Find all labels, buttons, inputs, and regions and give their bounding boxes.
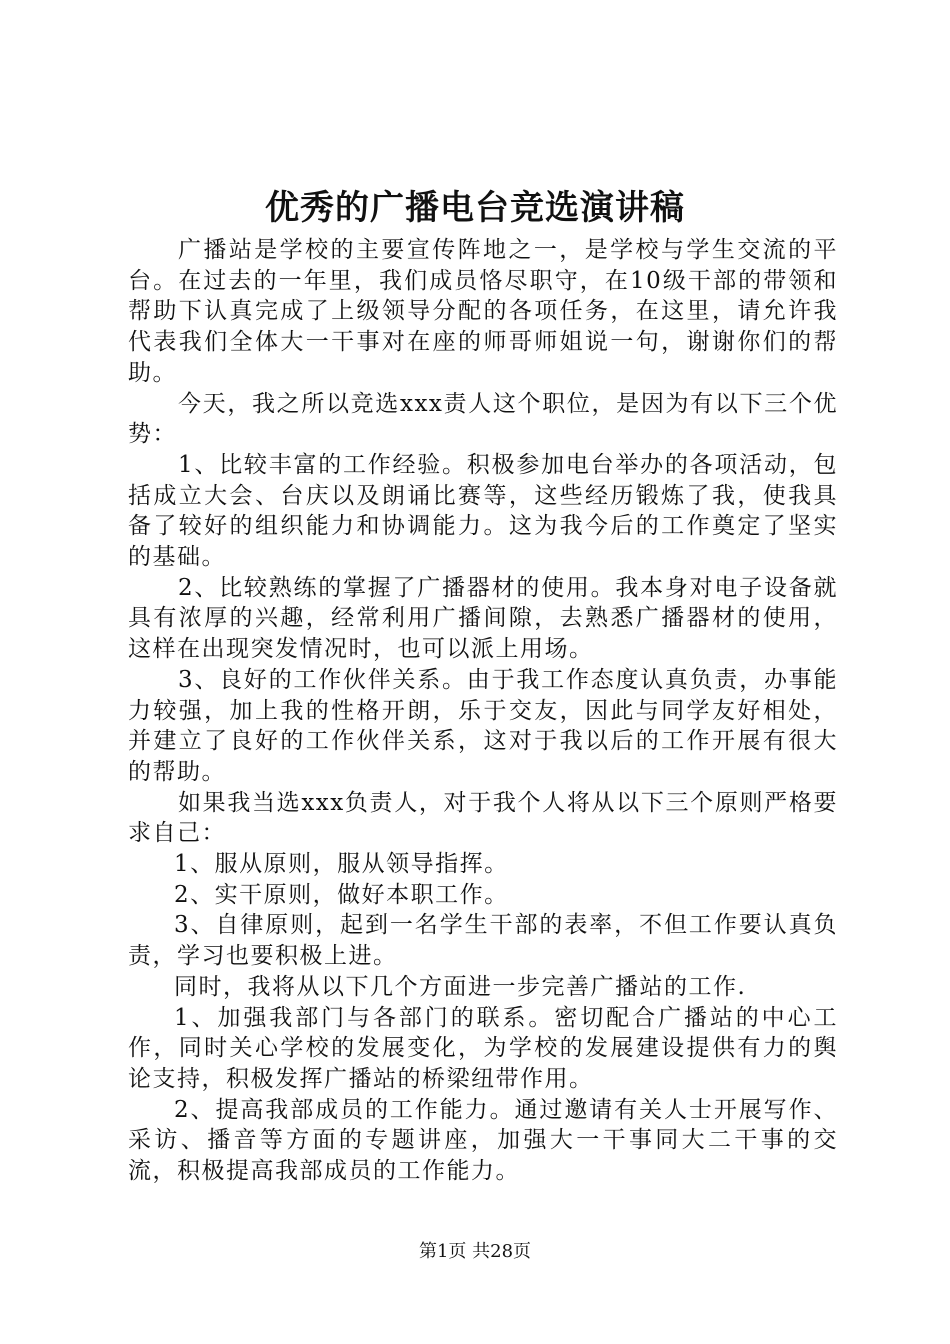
paragraph-plans-intro: 同时，我将从以下几个方面进一步完善广播站的工作.: [174, 973, 747, 1000]
paragraph-principle-1: 1、服从原则，服从领导指挥。: [174, 851, 509, 878]
paragraph-advantage-3: 3、良好的工作伙伴关系。由于我工作态度认真负责，办事能力较强，加上我的性格开朗，乐于交友，因此与同学友好相处，并建立了良好的工作伙伴关系，这对于我以后的工作开展有很大的帮助。: [128, 666, 838, 785]
paragraph-advantage-1: 1、比较丰富的工作经验。积极参加电台举办的各项活动，包括成立大会、台庆以及朗诵比赛等，这些经历锻炼了我，使我具备了较好的组织能力和协调能力。这为我今后的工作奠定了坚实的基础。: [128, 451, 838, 571]
paragraph-principle-3: 3、自律原则，起到一名学生干部的表率，不但工作要认真负责，学习也要积极上进。: [128, 912, 838, 970]
document-body: [128, 235, 838, 1187]
paragraph-intro: 广播站是学校的主要宣传阵地之一，是学校与学生交流的平台。在过去的一年里，我们成员恪尽职守，在10级干部的带领和帮助下认真完成了上级领导分配的各项任务，在这里，请允许我代表我们全体大一干事对在座的师哥师姐说一句，谢谢你们的帮助。: [128, 237, 838, 386]
paragraph-advantages-intro: 今天，我之所以竞选xxx责人这个职位，是因为有以下三个优势：: [128, 390, 838, 448]
document-title: 优秀的广播电台竞选演讲稿: [265, 188, 685, 228]
paragraph-advantage-2: 2、比较熟练的掌握了广播器材的使用。我本身对电子设备就具有浓厚的兴趣，经常利用广播间隙，去熟悉广播器材的使用，这样在出现突发情况时，也可以派上用场。: [128, 574, 838, 663]
paragraph-plan-1: 1、加强我部门与各部门的联系。密切配合广播站的中心工作，同时关心学校的发展变化，为学校的发展建设提供有力的舆论支持，积极发挥广播站的桥梁纽带作用。: [128, 1004, 838, 1092]
page-footer: 第1页 共28页: [418, 1241, 532, 1262]
paragraph-plan-2: 2、提高我部成员的工作能力。通过邀请有关人士开展写作、采访、播音等方面的专题讲座，加强大一干事同大二干事的交流，积极提高我部成员的工作能力。: [128, 1096, 838, 1185]
paragraph-principles-intro: 如果我当选xxx负责人，对于我个人将从以下三个原则严格要求自己：: [128, 789, 838, 847]
paragraph-principle-2: 2、实干原则，做好本职工作。: [174, 881, 509, 908]
